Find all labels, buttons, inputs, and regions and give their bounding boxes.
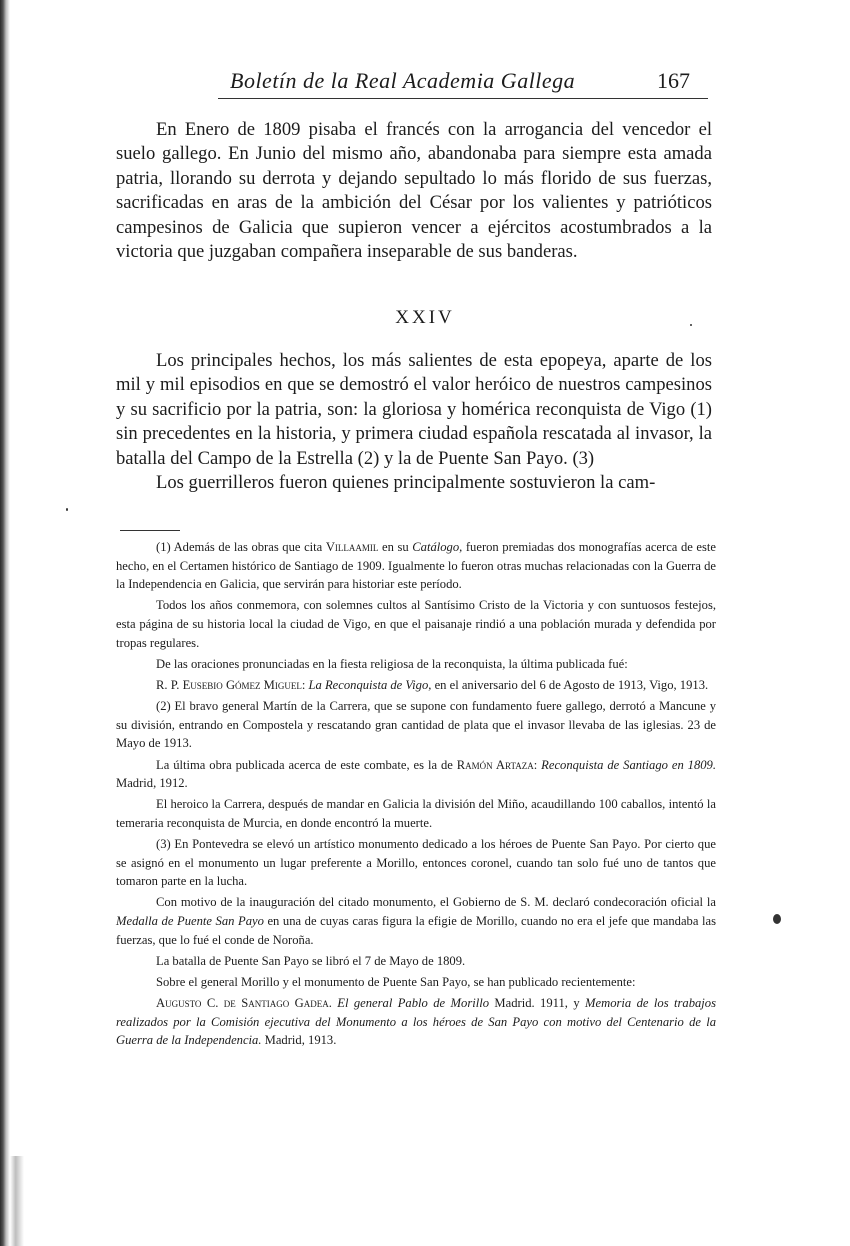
author-name: R. P. Eusebio Gómez Miguel:: [156, 677, 306, 692]
footnote-3c: La batalla de Puente San Payo se libró el 7 de Mayo de 1809.: [156, 953, 466, 968]
page-number: 167: [657, 68, 690, 93]
work-title: La Reconquista de Vigo,: [308, 677, 432, 692]
main-text-block-2: [116, 349, 712, 495]
footnote-2b: La última obra publicada acerca de este combate, es la de Ramón Artaza: Reconquista de Santiago en 1809. Madrid, 1912.: [116, 757, 716, 791]
scan-edge-shadow: [0, 0, 10, 1246]
footnote-1b: Todos los años conmemora, con solemnes cultos al Santísimo Cristo de la Victoria y con suntuosos festejos, esta página de su historia local la ciudad de Vigo, en que el paisanaje rindió a una población murada y defendida por tropas regulares.: [116, 598, 716, 650]
running-header: [230, 68, 690, 100]
footnote-3b: Con motivo de la inauguración del citado monumento, el Gobierno de S. M. declaró condecoración oficial la Medalla de Puente San Payo en una de cuyas caras figura la efigie de Morillo, cuando no era el jefe que mandaba las fuerzas, que lo fué el conde de Noroña.: [116, 895, 716, 947]
footnote-separator: [120, 530, 180, 531]
journal-title: Boletín de la Real Academia Gallega: [230, 68, 576, 93]
work-title: Memoria de los trabajos realizados por la Comisión ejecutiva del Monumento a los héroes de San Payo con motivo del Centenario de la Guerra de la Independencia.: [116, 996, 717, 1048]
footnote-1c: De las oraciones pronunciadas en la fiesta religiosa de la reconquista, la última publicada fué:: [156, 656, 628, 671]
scan-edge-mark: [10, 1156, 24, 1246]
main-text-block-1: [116, 118, 712, 264]
ink-speck: [66, 508, 68, 511]
author-name: Augusto C. de Santiago Gadea.: [156, 996, 332, 1011]
footnote-1d: R. P. Eusebio Gómez Miguel: La Reconquista de Vigo, en el aniversario del 6 de Agosto de 1913, Vigo, 1913.: [156, 677, 709, 692]
work-title: Reconquista de Santiago en 1809.: [541, 757, 716, 772]
header-rule: [218, 98, 708, 99]
paragraph-1: En Enero de 1809 pisaba el francés con la arrogancia del vencedor el suelo gallego. En Junio del mismo año, abandonaba para siempre esta amada patria, llorando su derrota y dejando sepultado lo más florido de sus fuerzas, sacrificadas en aras de la ambición del César por los valientes y patrióticos campesinos de Galicia que supieron vencer a ejércitos acostumbrados a la victoria que juzgaban compañera inseparable de sus banderas.: [116, 119, 712, 263]
footnote-3e: Augusto C. de Santiago Gadea. El general Pablo de Morillo Madrid. 1911, y Memoria de los trabajos realizados por la Comisión ejecutiva del Monumento a los héroes de San Payo con motivo del Centenario de la Guerra de la Independencia. Madrid, 1913.: [116, 996, 717, 1048]
medal-name: Medalla de Puente San Payo: [116, 914, 264, 929]
footnote-1a: (1) Además de las obras que cita Villaamil en su Catálogo, fueron premiadas dos monografías acerca de este hecho, en el Certamen histórico de Santiago de 1909. Igualmente lo fueron otras muchas relacionadas con la Guerra de la Independencia en Galicia, que servirán para historiar este período.: [116, 540, 717, 592]
footnote-3a: (3) En Pontevedra se elevó un artístico monumento dedicado a los héroes de Puente San Payo. Por cierto que se asignó en el monumento un lugar preferente a Morillo, entonces coronel, cuando tan solo fué uno de tantos que tomaron parte en la lucha.: [116, 837, 716, 889]
ink-speck: [690, 324, 692, 326]
footnote-2a: (2) El bravo general Martín de la Carrera, que se supone con fundamento fuere gallego, derrotó a Mancune y su división, entrando en Compostela y rescatando gran cantidad de plata que el invasor llevaba de las iglesias. 23 de Mayo de 1913.: [116, 699, 716, 751]
section-heading: XXIV: [395, 307, 455, 328]
author-name: Ramón Artaza:: [456, 757, 538, 772]
paragraph-3: Los guerrilleros fueron quienes principalmente sostuvieron la cam-: [156, 472, 656, 494]
footnotes: [116, 538, 716, 1053]
author-name: Villaamil: [325, 540, 379, 554]
ink-speck: [773, 914, 781, 924]
footnote-2c: El heroico la Carrera, después de mandar en Galicia la división del Miño, acaudillando 100 caballos, intentó la temeraria reconquista de Murcia, en donde encontró la muerte.: [116, 797, 716, 830]
paragraph-2: Los principales hechos, los más salientes de esta epopeya, aparte de los mil y mil episodios en que se demostró el valor heróico de nuestros campesinos y su sacrificio por la patria, son: la gloriosa y homérica reconquista de Vigo (1) sin precedentes en la historia, y primera ciudad española rescatada al invasor, la batalla del Campo de la Estrella (2) y la de Puente San Payo. (3): [116, 350, 712, 469]
work-title: El general Pablo de Morillo: [337, 996, 490, 1011]
footnote-3d: Sobre el general Morillo y el monumento de Puente San Payo, se han publicado recientemente:: [156, 975, 636, 989]
work-title: Catálogo,: [412, 540, 463, 554]
